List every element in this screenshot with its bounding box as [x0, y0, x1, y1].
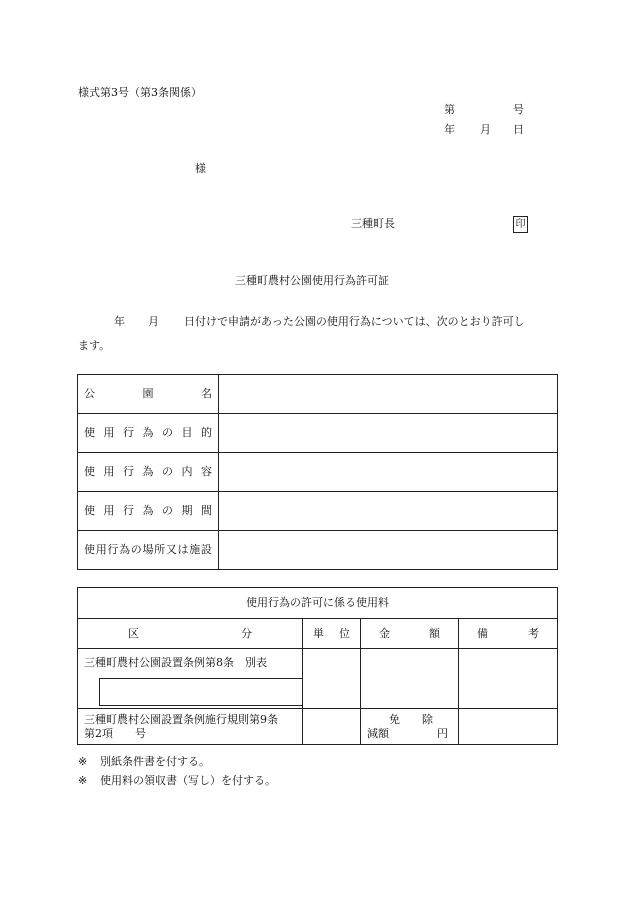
header-remarks [459, 619, 558, 649]
regulation-cell [78, 709, 303, 745]
header-amount [361, 619, 459, 649]
number-prefix: 第 [444, 103, 455, 116]
header-unit [303, 619, 361, 649]
fee-title-row [78, 588, 558, 619]
label-text: 使 用 行 為 の 期 間 [84, 504, 212, 518]
header-unit-text: 単 位 [313, 626, 350, 640]
fee-row-regulation [78, 709, 558, 745]
value-cell[interactable] [219, 492, 558, 531]
park-usage-table [77, 374, 558, 570]
fee-row-ordinance [78, 649, 558, 709]
label-text: 使 用 行 為 の 目 的 [84, 426, 212, 440]
remarks-cell[interactable] [459, 709, 558, 745]
label-text: 使 用 行 為 の 内 容 [84, 465, 212, 479]
ordinance-item-box[interactable] [99, 678, 302, 706]
amount-cell[interactable] [361, 649, 459, 709]
unit-cell[interactable] [303, 649, 361, 709]
ordinance-cell [78, 649, 303, 709]
label-text: 使 用 行 為 の 場 所 又 は 施 設 [84, 543, 212, 557]
regulation-line-2: 第2項 号 [84, 726, 146, 740]
document-title: 三種町農村公園使用行為許可証 [235, 274, 389, 287]
label-cell [78, 414, 219, 453]
note-mark-1: ※ [78, 755, 88, 768]
header-remarks-text: 備 考 [477, 626, 539, 640]
value-cell[interactable] [219, 375, 558, 414]
fee-header-row [78, 619, 558, 649]
reduction-label: 減額 [367, 726, 389, 740]
value-cell[interactable] [219, 531, 558, 570]
table-row [78, 453, 558, 492]
label-cell [78, 453, 219, 492]
label-cell [78, 492, 219, 531]
unit-cell[interactable] [303, 709, 361, 745]
body-year: 年 [114, 315, 125, 328]
note-mark-2: ※ [78, 774, 88, 787]
reduction-line [367, 727, 448, 741]
value-cell[interactable] [219, 453, 558, 492]
label-text: 公 園 名 [84, 387, 212, 401]
header-category-text: 区 分 [128, 626, 252, 640]
ordinance-text: 三種町農村公園設置条例第8条 別表 [84, 656, 267, 669]
date-year: 年 [444, 123, 455, 136]
regulation-line-1: 三種町農村公園設置条例施行規則第9条 [84, 712, 278, 726]
note-text-2: 使用料の領収書（写し）を付する。 [100, 774, 276, 787]
table-row [78, 414, 558, 453]
table-row [78, 492, 558, 531]
addressee-suffix: 様 [195, 162, 206, 175]
body-month: 月 [148, 315, 159, 328]
number-suffix: 号 [513, 103, 524, 116]
issuer-title: 三種町長 [351, 217, 395, 230]
date-day: 日 [513, 123, 524, 136]
label-cell [78, 531, 219, 570]
exemption-cell [361, 709, 459, 745]
header-amount-text: 金 額 [379, 626, 440, 640]
form-label: 様式第3号（第3条関係） [78, 86, 202, 99]
table-row [78, 531, 558, 570]
body-line-2: ます。 [78, 339, 111, 352]
note-text-1: 別紙条件書を付する。 [100, 755, 210, 768]
body-line-1: 日付けで申請があった公園の使用行為については、次のとおり許可し [184, 315, 525, 328]
value-cell[interactable] [219, 414, 558, 453]
date-month: 月 [480, 123, 491, 136]
seal-mark: 印 [513, 216, 528, 233]
remarks-cell[interactable] [459, 649, 558, 709]
table-row [78, 375, 558, 414]
usage-fee-table [77, 587, 558, 745]
yen-label: 円 [437, 726, 448, 740]
header-category [78, 619, 303, 649]
fee-title: 使用行為の許可に係る使用料 [78, 588, 558, 619]
label-cell [78, 375, 219, 414]
exemption-text: 免 除 [389, 712, 433, 726]
